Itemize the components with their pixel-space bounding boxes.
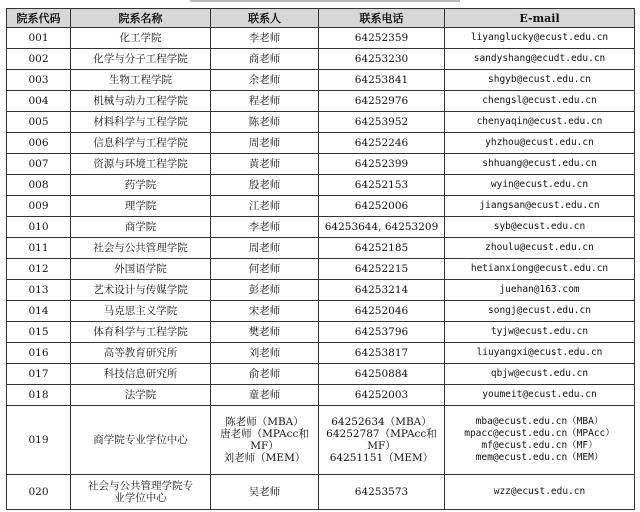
cell-code: 009 bbox=[7, 196, 71, 217]
cell-contact: 何老师 bbox=[211, 259, 319, 280]
cell-name bbox=[71, 475, 211, 510]
cell-phone: 64252246 bbox=[319, 133, 445, 154]
cell-email: juehan@163.com bbox=[445, 280, 635, 301]
cell-email: wzz@ecust.edu.cn bbox=[445, 475, 635, 510]
cell-contact: 俞老师 bbox=[211, 364, 319, 385]
cell-contact: 周老师 bbox=[211, 133, 319, 154]
cell-contact: 江老师 bbox=[211, 196, 319, 217]
cell-phone: 64253796 bbox=[319, 322, 445, 343]
phone-line: 64251151（MEM） bbox=[329, 452, 434, 464]
cell-name: 社会与公共管理学院 bbox=[71, 238, 211, 259]
cell-phone: 64252399 bbox=[319, 154, 445, 175]
cell-phone: 64252006 bbox=[319, 196, 445, 217]
contact-line: 刘老师（MEM） bbox=[223, 452, 306, 464]
cell-code: 007 bbox=[7, 154, 71, 175]
cell-phone: 64252359 bbox=[319, 28, 445, 49]
table-row bbox=[7, 259, 635, 280]
cell-email: songj@ecust.edu.cn bbox=[445, 301, 635, 322]
cell-code: 001 bbox=[7, 28, 71, 49]
header-contact: 联系人 bbox=[211, 9, 319, 28]
cell-code: 005 bbox=[7, 112, 71, 133]
cell-code: 017 bbox=[7, 364, 71, 385]
cell-phone: 64250884 bbox=[319, 364, 445, 385]
table-row bbox=[7, 364, 635, 385]
cell-code: 008 bbox=[7, 175, 71, 196]
cell-name: 理学院 bbox=[71, 196, 211, 217]
table-header bbox=[7, 9, 635, 28]
cell-email: zhoulu@ecust.edu.cn bbox=[445, 238, 635, 259]
cell-code: 018 bbox=[7, 385, 71, 406]
cell-contact: 陈老师 bbox=[211, 112, 319, 133]
cell-name: 艺术设计与传媒学院 bbox=[71, 280, 211, 301]
cell-emails bbox=[445, 406, 635, 475]
cell-phone: 64253644, 64253209 bbox=[319, 217, 445, 238]
table-row bbox=[7, 133, 635, 154]
cell-email: sandyshang@ecudt.edu.cn bbox=[445, 49, 635, 70]
cell-code: 013 bbox=[7, 280, 71, 301]
email-line: mpacc@ecust.edu.cn（MPAcc） bbox=[464, 428, 615, 439]
cell-contacts bbox=[211, 406, 319, 475]
cell-code: 004 bbox=[7, 91, 71, 112]
cell-contact: 余老师 bbox=[211, 70, 319, 91]
cell-contact: 周老师 bbox=[211, 238, 319, 259]
cell-name: 化学与分子工程学院 bbox=[71, 49, 211, 70]
cell-email: chengsl@ecust.edu.cn bbox=[445, 91, 635, 112]
cell-name: 科技信息研究所 bbox=[71, 364, 211, 385]
cell-name: 马克思主义学院 bbox=[71, 301, 211, 322]
contact-line: 陈老师（MBA） bbox=[225, 416, 304, 428]
cell-name: 药学院 bbox=[71, 175, 211, 196]
cell-phone: 64252046 bbox=[319, 301, 445, 322]
cell-code: 014 bbox=[7, 301, 71, 322]
cell-email: youmeit@ecust.edu.cn bbox=[445, 385, 635, 406]
cell-name: 信息科学与工程学院 bbox=[71, 133, 211, 154]
cell-code: 015 bbox=[7, 322, 71, 343]
cell-email: wyin@ecust.edu.cn bbox=[445, 175, 635, 196]
cell-contact: 彭老师 bbox=[211, 280, 319, 301]
cell-phone: 64253214 bbox=[319, 280, 445, 301]
cell-code: 012 bbox=[7, 259, 71, 280]
cell-phone: 64253841 bbox=[319, 70, 445, 91]
cell-name: 商学院专业学位中心 bbox=[71, 406, 211, 475]
cell-contact: 宋老师 bbox=[211, 301, 319, 322]
table-row bbox=[7, 154, 635, 175]
cell-contact: 吴老师 bbox=[211, 475, 319, 510]
email-line: mba@ecust.edu.cn（MBA） bbox=[475, 416, 604, 427]
header-email: E-mail bbox=[445, 9, 635, 28]
cropped-title-edge bbox=[190, 0, 460, 2]
cell-phone: 64252153 bbox=[319, 175, 445, 196]
cell-phone: 64253573 bbox=[319, 475, 445, 510]
table-row-019 bbox=[7, 406, 635, 475]
name-line: 社会与公共管理学院专 bbox=[88, 480, 193, 492]
table-row bbox=[7, 70, 635, 91]
cell-phone: 64253817 bbox=[319, 343, 445, 364]
table-row bbox=[7, 217, 635, 238]
table-row bbox=[7, 49, 635, 70]
cell-phone: 64253230 bbox=[319, 49, 445, 70]
table-row bbox=[7, 175, 635, 196]
cell-phone: 64252185 bbox=[319, 238, 445, 259]
name-line: 业学位中心 bbox=[114, 492, 167, 504]
phone-line: 64252787（MPAcc和MF） bbox=[326, 428, 437, 452]
table-row bbox=[7, 343, 635, 364]
cell-code: 003 bbox=[7, 70, 71, 91]
table-row bbox=[7, 280, 635, 301]
cell-email: qbjw@ecust.edu.cn bbox=[445, 364, 635, 385]
cell-phones bbox=[319, 406, 445, 475]
phone-line: 64252634（MBA） bbox=[331, 416, 432, 428]
cell-name: 材料科学与工程学院 bbox=[71, 112, 211, 133]
cell-name: 商学院 bbox=[71, 217, 211, 238]
cell-contact: 殷老师 bbox=[211, 175, 319, 196]
contact-line: 唐老师（MPAcc和MF） bbox=[220, 428, 309, 452]
cell-contact: 樊老师 bbox=[211, 322, 319, 343]
cell-name: 机械与动力工程学院 bbox=[71, 91, 211, 112]
table-row bbox=[7, 112, 635, 133]
cell-phone: 64252003 bbox=[319, 385, 445, 406]
table-row bbox=[7, 385, 635, 406]
table-row bbox=[7, 238, 635, 259]
table-row bbox=[7, 91, 635, 112]
cell-code: 010 bbox=[7, 217, 71, 238]
cell-phone: 64252976 bbox=[319, 91, 445, 112]
cell-code: 002 bbox=[7, 49, 71, 70]
table-row bbox=[7, 196, 635, 217]
cell-contact: 童老师 bbox=[211, 385, 319, 406]
cell-email: shgyb@ecust.edu.cn bbox=[445, 70, 635, 91]
cell-contact: 刘老师 bbox=[211, 343, 319, 364]
header-name: 院系名称 bbox=[71, 9, 211, 28]
table-row bbox=[7, 322, 635, 343]
header-row bbox=[7, 9, 635, 28]
header-phone: 联系电话 bbox=[319, 9, 445, 28]
cell-name: 生物工程学院 bbox=[71, 70, 211, 91]
cell-name: 体育科学与工程学院 bbox=[71, 322, 211, 343]
cell-code: 019 bbox=[7, 406, 71, 475]
cell-email: liuyangxi@ecust.edu.cn bbox=[445, 343, 635, 364]
cell-email: yhzhou@ecust.edu.cn bbox=[445, 133, 635, 154]
cell-email: shhuang@ecust.edu.cn bbox=[445, 154, 635, 175]
cell-contact: 李老师 bbox=[211, 28, 319, 49]
cell-name: 外国语学院 bbox=[71, 259, 211, 280]
table-row bbox=[7, 28, 635, 49]
cell-code: 016 bbox=[7, 343, 71, 364]
table-body bbox=[7, 28, 635, 510]
cell-code: 020 bbox=[7, 475, 71, 510]
cell-name: 高等教育研究所 bbox=[71, 343, 211, 364]
table-row-020 bbox=[7, 475, 635, 510]
cell-email: chenyaqin@ecust.edu.cn bbox=[445, 112, 635, 133]
cell-phone: 64253952 bbox=[319, 112, 445, 133]
cell-code: 011 bbox=[7, 238, 71, 259]
cell-email: jiangsan@ecust.edu.cn bbox=[445, 196, 635, 217]
cell-contact: 商老师 bbox=[211, 49, 319, 70]
email-line: mem@ecust.edu.cn（MEM） bbox=[475, 452, 604, 463]
cell-email: hetianxiong@ecust.edu.cn bbox=[445, 259, 635, 280]
cell-name: 资源与环境工程学院 bbox=[71, 154, 211, 175]
cell-email: syb@ecust.edu.cn bbox=[445, 217, 635, 238]
cell-contact: 黄老师 bbox=[211, 154, 319, 175]
cell-contact: 程老师 bbox=[211, 91, 319, 112]
cell-name: 化工学院 bbox=[71, 28, 211, 49]
email-line: mf@ecust.edu.cn（MF） bbox=[481, 440, 598, 451]
cell-email: liyanglucky@ecust.edu.cn bbox=[445, 28, 635, 49]
table-row bbox=[7, 301, 635, 322]
top-strip bbox=[0, 0, 640, 8]
contact-table bbox=[6, 8, 635, 510]
cell-code: 006 bbox=[7, 133, 71, 154]
cell-phone: 64252215 bbox=[319, 259, 445, 280]
header-code: 院系代码 bbox=[7, 9, 71, 28]
cell-name: 法学院 bbox=[71, 385, 211, 406]
cell-email: tyjw@ecust.edu.cn bbox=[445, 322, 635, 343]
cell-contact: 李老师 bbox=[211, 217, 319, 238]
